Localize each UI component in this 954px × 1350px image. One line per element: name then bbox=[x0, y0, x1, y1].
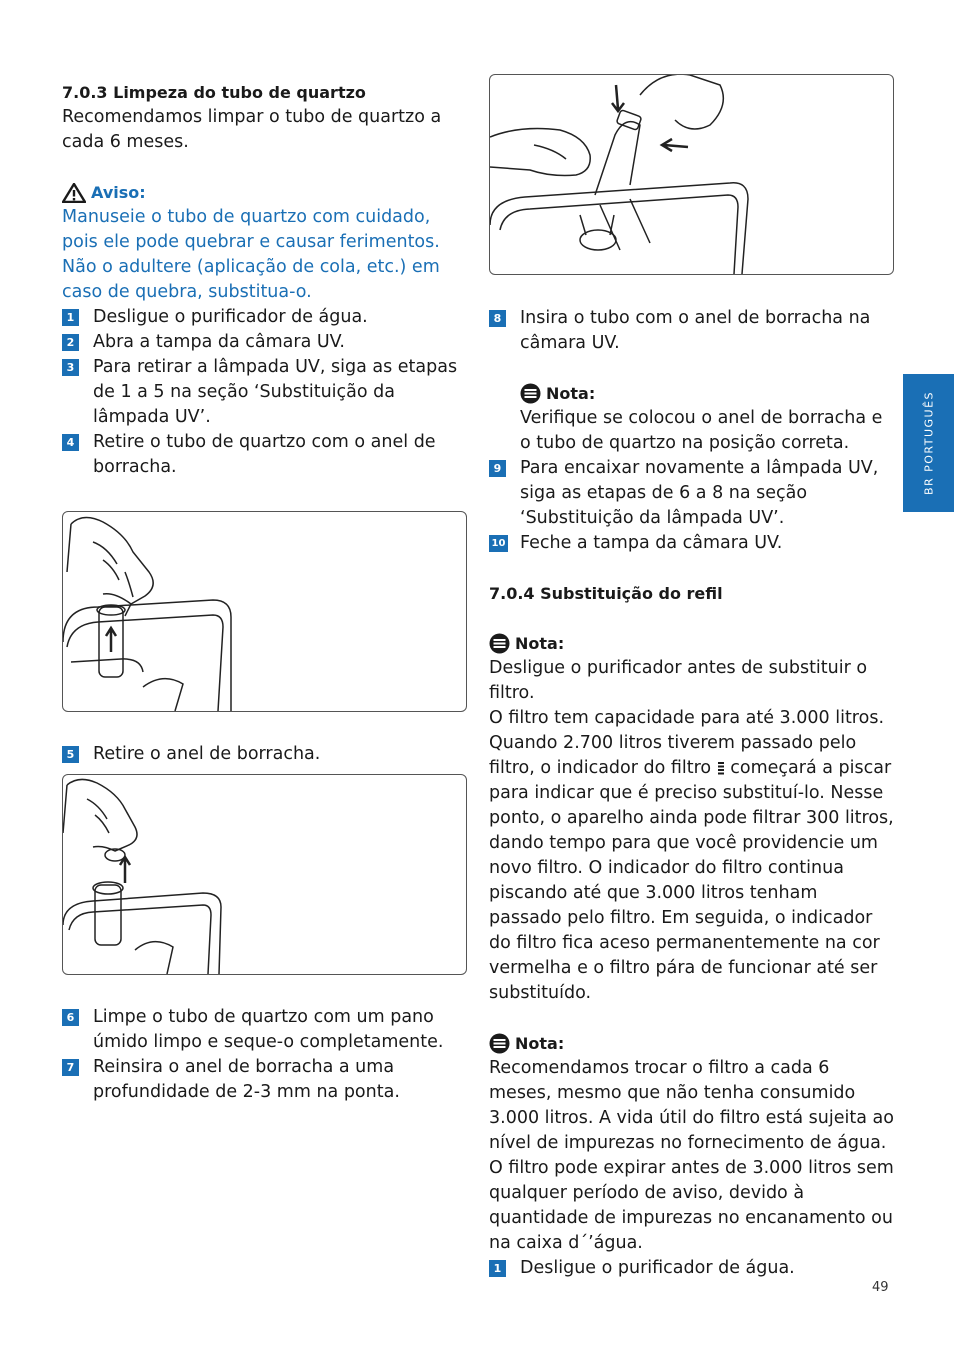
page-number: 49 bbox=[872, 1280, 889, 1295]
step-text: Retire o tubo de quartzo com o anel de borracha. bbox=[93, 432, 436, 477]
warning-title: Aviso: bbox=[62, 180, 467, 205]
step-1 bbox=[62, 305, 467, 330]
step-number: 8 bbox=[489, 310, 506, 327]
step-1-refill bbox=[489, 1256, 895, 1281]
step-text: Para retirar a lâmpada UV, siga as etapas de 1 a 5 na seção ‘Substituição da lâmpada UV’. bbox=[93, 357, 458, 427]
step-9 bbox=[489, 456, 895, 531]
step-number: 5 bbox=[62, 746, 79, 763]
step-number: 1 bbox=[489, 1260, 506, 1277]
step-8 bbox=[489, 306, 895, 356]
step-number: 4 bbox=[62, 434, 79, 451]
step-number: 2 bbox=[62, 334, 79, 351]
note-icon bbox=[489, 1033, 510, 1054]
intro-text: Recomendamos limpar o tubo de quartzo a cada 6 meses. bbox=[62, 107, 442, 152]
step-number: 7 bbox=[62, 1059, 79, 1076]
warning-text: Manuseie o tubo de quartzo com cuidado, pois ele pode quebrar e causar ferimentos. Não o adultere (aplicação de cola, etc.) em caso de quebra, substitua-o. bbox=[62, 207, 440, 302]
step-text: Retire o anel de borracha. bbox=[93, 744, 321, 764]
step-text: Desligue o purificador de água. bbox=[520, 1258, 795, 1278]
step-3 bbox=[62, 355, 467, 430]
step-7 bbox=[62, 1055, 467, 1105]
left-column bbox=[62, 80, 467, 1105]
step-4 bbox=[62, 430, 467, 480]
step-text: Abra a tampa da câmara UV. bbox=[93, 332, 345, 352]
note-title: Nota: bbox=[520, 381, 895, 406]
section-heading-quartz: 7.0.3 Limpeza do tubo de quartzo bbox=[62, 83, 366, 102]
step-10 bbox=[489, 531, 895, 556]
step-number: 9 bbox=[489, 460, 506, 477]
step-number: 1 bbox=[62, 309, 79, 326]
language-tab bbox=[903, 374, 954, 512]
note-text: Desligue o purificador antes de substituir o filtro. bbox=[489, 658, 868, 703]
filter-indicator-icon bbox=[717, 761, 725, 775]
illustration-insert-tube bbox=[489, 74, 894, 275]
step-text: Para encaixar novamente a lâmpada UV, siga as etapas de 6 a 8 na seção ‘Substituição da lâmpada UV’. bbox=[520, 458, 879, 528]
step-number: 6 bbox=[62, 1009, 79, 1026]
section-heading-refill: 7.0.4 Substituição do refil bbox=[489, 584, 723, 603]
step-text: Feche a tampa da câmara UV. bbox=[520, 533, 783, 553]
step-5 bbox=[62, 742, 467, 767]
note-title: Nota: bbox=[489, 631, 895, 656]
step-text: Limpe o tubo de quartzo com um pano úmido limpo e seque-o completamente. bbox=[93, 1007, 444, 1052]
step-number: 10 bbox=[489, 535, 508, 552]
step-2 bbox=[62, 330, 467, 355]
note-icon bbox=[520, 383, 541, 404]
language-tab-label: BR PORTUGUÊS bbox=[922, 390, 935, 496]
note-title: Nota: bbox=[489, 1031, 895, 1056]
step-6 bbox=[62, 1005, 467, 1055]
filter-capacity-text: O filtro tem capacidade para até 3.000 litros. Quando 2.700 litros tiverem passado pelo filtro, o indicador do filtro começará a piscar para indicar que é preciso substituí-lo. Nesse ponto, o aparelho ainda pode filtrar 300 litros, dando tempo para que você providencie um novo filtro. O indicador do filtro continua piscando até que 3.000 litros tenham passado pelo filtro. Em seguida, o indicador do filtro fica aceso permanentemente na cor vermelha e o filtro pára de funcionar até ser substituído. bbox=[489, 708, 894, 1003]
note-text: Recomendamos trocar o filtro a cada 6 meses, mesmo que não tenha consumido 3.000 litros. A vida útil do filtro está sujeita ao nível de impurezas no fornecimento de água. O filtro pode expirar antes de 3.000 litros sem qualquer período de aviso, devido à quantidade de impurezas no encanamento ou na caixa d´’água. bbox=[489, 1058, 894, 1253]
note-icon bbox=[489, 633, 510, 654]
note-text: Verifique se colocou o anel de borracha e o tubo de quartzo na posição correta. bbox=[520, 408, 883, 453]
illustration-remove-tube bbox=[62, 511, 467, 712]
step-text: Insira o tubo com o anel de borracha na câmara UV. bbox=[520, 308, 871, 353]
illustration-remove-ring bbox=[62, 774, 467, 975]
step-text: Desligue o purificador de água. bbox=[93, 307, 368, 327]
right-column bbox=[489, 74, 895, 1281]
step-text: Reinsira o anel de borracha a uma profundidade de 2-3 mm na ponta. bbox=[93, 1057, 400, 1102]
step-number: 3 bbox=[62, 359, 79, 376]
warning-icon bbox=[62, 183, 86, 203]
